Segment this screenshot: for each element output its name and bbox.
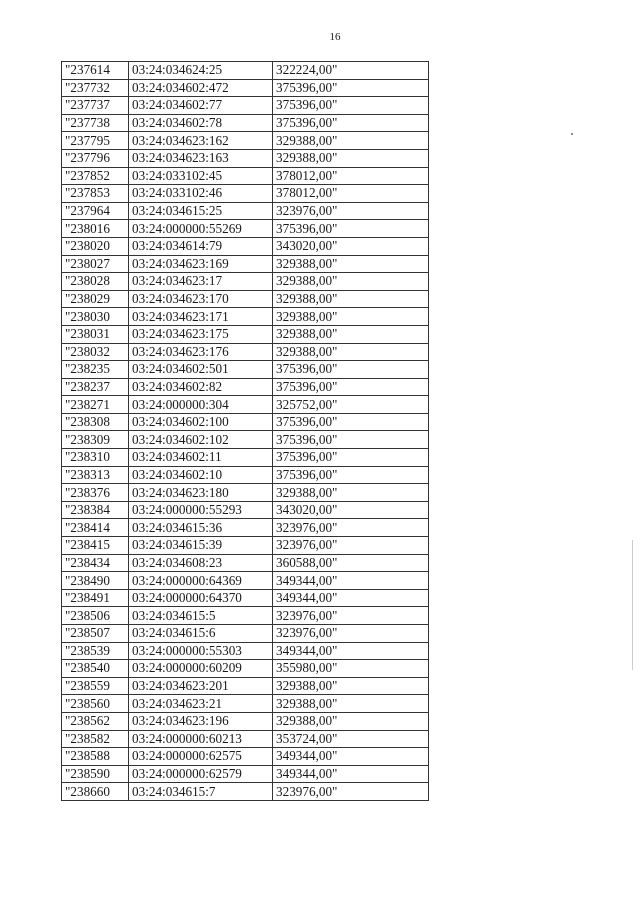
- cadastral-value-cell: 343020,00": [273, 501, 429, 519]
- record-number-cell: "237852: [62, 167, 129, 185]
- cadastral-number-cell: 03:24:000000:60209: [129, 660, 273, 678]
- record-number-cell: "238271: [62, 396, 129, 414]
- cadastral-number-cell: 03:24:034602:82: [129, 378, 273, 396]
- record-number-cell: "238582: [62, 730, 129, 748]
- cadastral-value-cell: 375396,00": [273, 114, 429, 132]
- cadastral-value-cell: 329388,00": [273, 695, 429, 713]
- record-number-cell: "238029: [62, 290, 129, 308]
- scan-edge-mark: [632, 540, 633, 670]
- record-number-cell: "238027: [62, 255, 129, 273]
- cadastral-number-cell: 03:24:034623:196: [129, 712, 273, 730]
- table-row: [62, 484, 429, 502]
- cadastral-number-cell: 03:24:000000:64369: [129, 572, 273, 590]
- record-number-cell: "238016: [62, 220, 129, 238]
- table-row: [62, 325, 429, 343]
- cadastral-value-cell: 323976,00": [273, 783, 429, 801]
- cadastral-value-cell: 329388,00": [273, 132, 429, 150]
- record-number-cell: "238560: [62, 695, 129, 713]
- cadastral-value-cell: 329388,00": [273, 308, 429, 326]
- cadastral-number-cell: 03:24:034623:163: [129, 149, 273, 167]
- table-row: [62, 308, 429, 326]
- cadastral-number-cell: 03:24:000000:64370: [129, 589, 273, 607]
- cadastral-value-cell: 378012,00": [273, 167, 429, 185]
- cadastral-number-cell: 03:24:034614:79: [129, 237, 273, 255]
- cadastral-number-cell: 03:24:034623:201: [129, 677, 273, 695]
- table-row: [62, 466, 429, 484]
- record-number-cell: "238031: [62, 325, 129, 343]
- record-number-cell: "238588: [62, 748, 129, 766]
- cadastral-value-cell: 323976,00": [273, 519, 429, 537]
- table-row: [62, 607, 429, 625]
- cadastral-number-cell: 03:24:034623:170: [129, 290, 273, 308]
- table-row: [62, 167, 429, 185]
- cadastral-number-cell: 03:24:034623:21: [129, 695, 273, 713]
- table-row: [62, 554, 429, 572]
- cadastral-number-cell: 03:24:034615:25: [129, 202, 273, 220]
- cadastral-number-cell: 03:24:000000:55303: [129, 642, 273, 660]
- table-row: [62, 589, 429, 607]
- record-number-cell: "237853: [62, 185, 129, 203]
- cadastral-number-cell: 03:24:000000:55293: [129, 501, 273, 519]
- record-number-cell: "238590: [62, 765, 129, 783]
- record-number-cell: "237795: [62, 132, 129, 150]
- table-row: [62, 537, 429, 555]
- cadastral-number-cell: 03:24:000000:62579: [129, 765, 273, 783]
- cadastral-value-cell: 325752,00": [273, 396, 429, 414]
- table-row: [62, 660, 429, 678]
- cadastral-number-cell: 03:24:034623:180: [129, 484, 273, 502]
- cadastral-value-cell: 329388,00": [273, 290, 429, 308]
- cadastral-value-cell: 329388,00": [273, 484, 429, 502]
- cadastral-number-cell: 03:24:034615:7: [129, 783, 273, 801]
- table-row: [62, 695, 429, 713]
- cadastral-value-cell: 329388,00": [273, 255, 429, 273]
- record-number-cell: "238235: [62, 361, 129, 379]
- table-row: [62, 62, 429, 80]
- table-row: [62, 361, 429, 379]
- cadastral-value-cell: 375396,00": [273, 79, 429, 97]
- cadastral-value-cell: 375396,00": [273, 431, 429, 449]
- cadastral-value-cell: 322224,00": [273, 62, 429, 80]
- cadastral-value-cell: 375396,00": [273, 378, 429, 396]
- table-row: [62, 97, 429, 115]
- table-row: [62, 449, 429, 467]
- table-row: [62, 642, 429, 660]
- cadastral-number-cell: 03:24:034623:176: [129, 343, 273, 361]
- cadastral-value-cell: 378012,00": [273, 185, 429, 203]
- record-number-cell: "238490: [62, 572, 129, 590]
- cadastral-value-cell: 375396,00": [273, 466, 429, 484]
- registry-table-body: [62, 62, 429, 801]
- cadastral-value-cell: 375396,00": [273, 220, 429, 238]
- cadastral-number-cell: 03:24:034602:11: [129, 449, 273, 467]
- cadastral-value-cell: 349344,00": [273, 748, 429, 766]
- table-row: [62, 114, 429, 132]
- record-number-cell: "238032: [62, 343, 129, 361]
- cadastral-value-cell: 349344,00": [273, 572, 429, 590]
- cadastral-value-cell: 329388,00": [273, 325, 429, 343]
- cadastral-value-cell: 349344,00": [273, 765, 429, 783]
- registry-table: [61, 61, 429, 801]
- record-number-cell: "238028: [62, 273, 129, 291]
- cadastral-number-cell: 03:24:000000:304: [129, 396, 273, 414]
- record-number-cell: "238491: [62, 589, 129, 607]
- cadastral-number-cell: 03:24:034602:102: [129, 431, 273, 449]
- cadastral-number-cell: 03:24:034602:78: [129, 114, 273, 132]
- cadastral-number-cell: 03:24:034615:6: [129, 625, 273, 643]
- table-row: [62, 765, 429, 783]
- cadastral-number-cell: 03:24:034623:171: [129, 308, 273, 326]
- cadastral-value-cell: 329388,00": [273, 273, 429, 291]
- cadastral-number-cell: 03:24:033102:46: [129, 185, 273, 203]
- record-number-cell: "238559: [62, 677, 129, 695]
- record-number-cell: "238308: [62, 413, 129, 431]
- record-number-cell: "238415: [62, 537, 129, 555]
- cadastral-number-cell: 03:24:034602:501: [129, 361, 273, 379]
- table-row: [62, 220, 429, 238]
- table-row: [62, 290, 429, 308]
- record-number-cell: "238562: [62, 712, 129, 730]
- cadastral-value-cell: 343020,00": [273, 237, 429, 255]
- record-number-cell: "237732: [62, 79, 129, 97]
- cadastral-value-cell: 323976,00": [273, 607, 429, 625]
- table-row: [62, 255, 429, 273]
- cadastral-value-cell: 375396,00": [273, 97, 429, 115]
- cadastral-number-cell: 03:24:034602:100: [129, 413, 273, 431]
- table-row: [62, 343, 429, 361]
- cadastral-value-cell: 329388,00": [273, 712, 429, 730]
- record-number-cell: "237796: [62, 149, 129, 167]
- record-number-cell: "238309: [62, 431, 129, 449]
- record-number-cell: "238237: [62, 378, 129, 396]
- record-number-cell: "238506: [62, 607, 129, 625]
- table-row: [62, 730, 429, 748]
- cadastral-value-cell: 329388,00": [273, 149, 429, 167]
- cadastral-number-cell: 03:24:034623:169: [129, 255, 273, 273]
- cadastral-number-cell: 03:24:034615:5: [129, 607, 273, 625]
- cadastral-number-cell: 03:24:034623:17: [129, 273, 273, 291]
- cadastral-number-cell: 03:24:000000:62575: [129, 748, 273, 766]
- cadastral-value-cell: 323976,00": [273, 202, 429, 220]
- table-row: [62, 378, 429, 396]
- cadastral-value-cell: 353724,00": [273, 730, 429, 748]
- record-number-cell: "237737: [62, 97, 129, 115]
- record-number-cell: "238030: [62, 308, 129, 326]
- table-row: [62, 273, 429, 291]
- table-row: [62, 501, 429, 519]
- cadastral-value-cell: 355980,00": [273, 660, 429, 678]
- cadastral-value-cell: 329388,00": [273, 677, 429, 695]
- cadastral-value-cell: 349344,00": [273, 589, 429, 607]
- cadastral-number-cell: 03:24:034602:472: [129, 79, 273, 97]
- cadastral-value-cell: 375396,00": [273, 449, 429, 467]
- record-number-cell: "238313: [62, 466, 129, 484]
- cadastral-number-cell: 03:24:034608:23: [129, 554, 273, 572]
- table-row: [62, 396, 429, 414]
- table-row: [62, 237, 429, 255]
- table-row: [62, 149, 429, 167]
- scan-speck: [571, 133, 573, 135]
- table-row: [62, 79, 429, 97]
- cadastral-value-cell: 375396,00": [273, 413, 429, 431]
- cadastral-number-cell: 03:24:034602:10: [129, 466, 273, 484]
- cadastral-number-cell: 03:24:034623:162: [129, 132, 273, 150]
- table-row: [62, 431, 429, 449]
- table-row: [62, 625, 429, 643]
- cadastral-number-cell: 03:24:034615:39: [129, 537, 273, 555]
- record-number-cell: "238414: [62, 519, 129, 537]
- cadastral-number-cell: 03:24:033102:45: [129, 167, 273, 185]
- cadastral-value-cell: 323976,00": [273, 625, 429, 643]
- page-number: 16: [329, 31, 341, 43]
- record-number-cell: "238660: [62, 783, 129, 801]
- cadastral-value-cell: 323976,00": [273, 537, 429, 555]
- cadastral-value-cell: 360588,00": [273, 554, 429, 572]
- cadastral-number-cell: 03:24:034602:77: [129, 97, 273, 115]
- table-row: [62, 712, 429, 730]
- record-number-cell: "238020: [62, 237, 129, 255]
- record-number-cell: "238310: [62, 449, 129, 467]
- record-number-cell: "238376: [62, 484, 129, 502]
- record-number-cell: "237964: [62, 202, 129, 220]
- table-row: [62, 572, 429, 590]
- record-number-cell: "238507: [62, 625, 129, 643]
- record-number-cell: "238434: [62, 554, 129, 572]
- cadastral-number-cell: 03:24:000000:60213: [129, 730, 273, 748]
- record-number-cell: "237614: [62, 62, 129, 80]
- table-row: [62, 132, 429, 150]
- cadastral-number-cell: 03:24:034623:175: [129, 325, 273, 343]
- record-number-cell: "237738: [62, 114, 129, 132]
- cadastral-value-cell: 349344,00": [273, 642, 429, 660]
- table-row: [62, 677, 429, 695]
- cadastral-value-cell: 329388,00": [273, 343, 429, 361]
- cadastral-value-cell: 375396,00": [273, 361, 429, 379]
- table-row: [62, 748, 429, 766]
- table-row: [62, 185, 429, 203]
- table-row: [62, 519, 429, 537]
- table-row: [62, 202, 429, 220]
- table-row: [62, 413, 429, 431]
- record-number-cell: "238539: [62, 642, 129, 660]
- record-number-cell: "238540: [62, 660, 129, 678]
- cadastral-number-cell: 03:24:034624:25: [129, 62, 273, 80]
- record-number-cell: "238384: [62, 501, 129, 519]
- cadastral-number-cell: 03:24:034615:36: [129, 519, 273, 537]
- table-row: [62, 783, 429, 801]
- cadastral-number-cell: 03:24:000000:55269: [129, 220, 273, 238]
